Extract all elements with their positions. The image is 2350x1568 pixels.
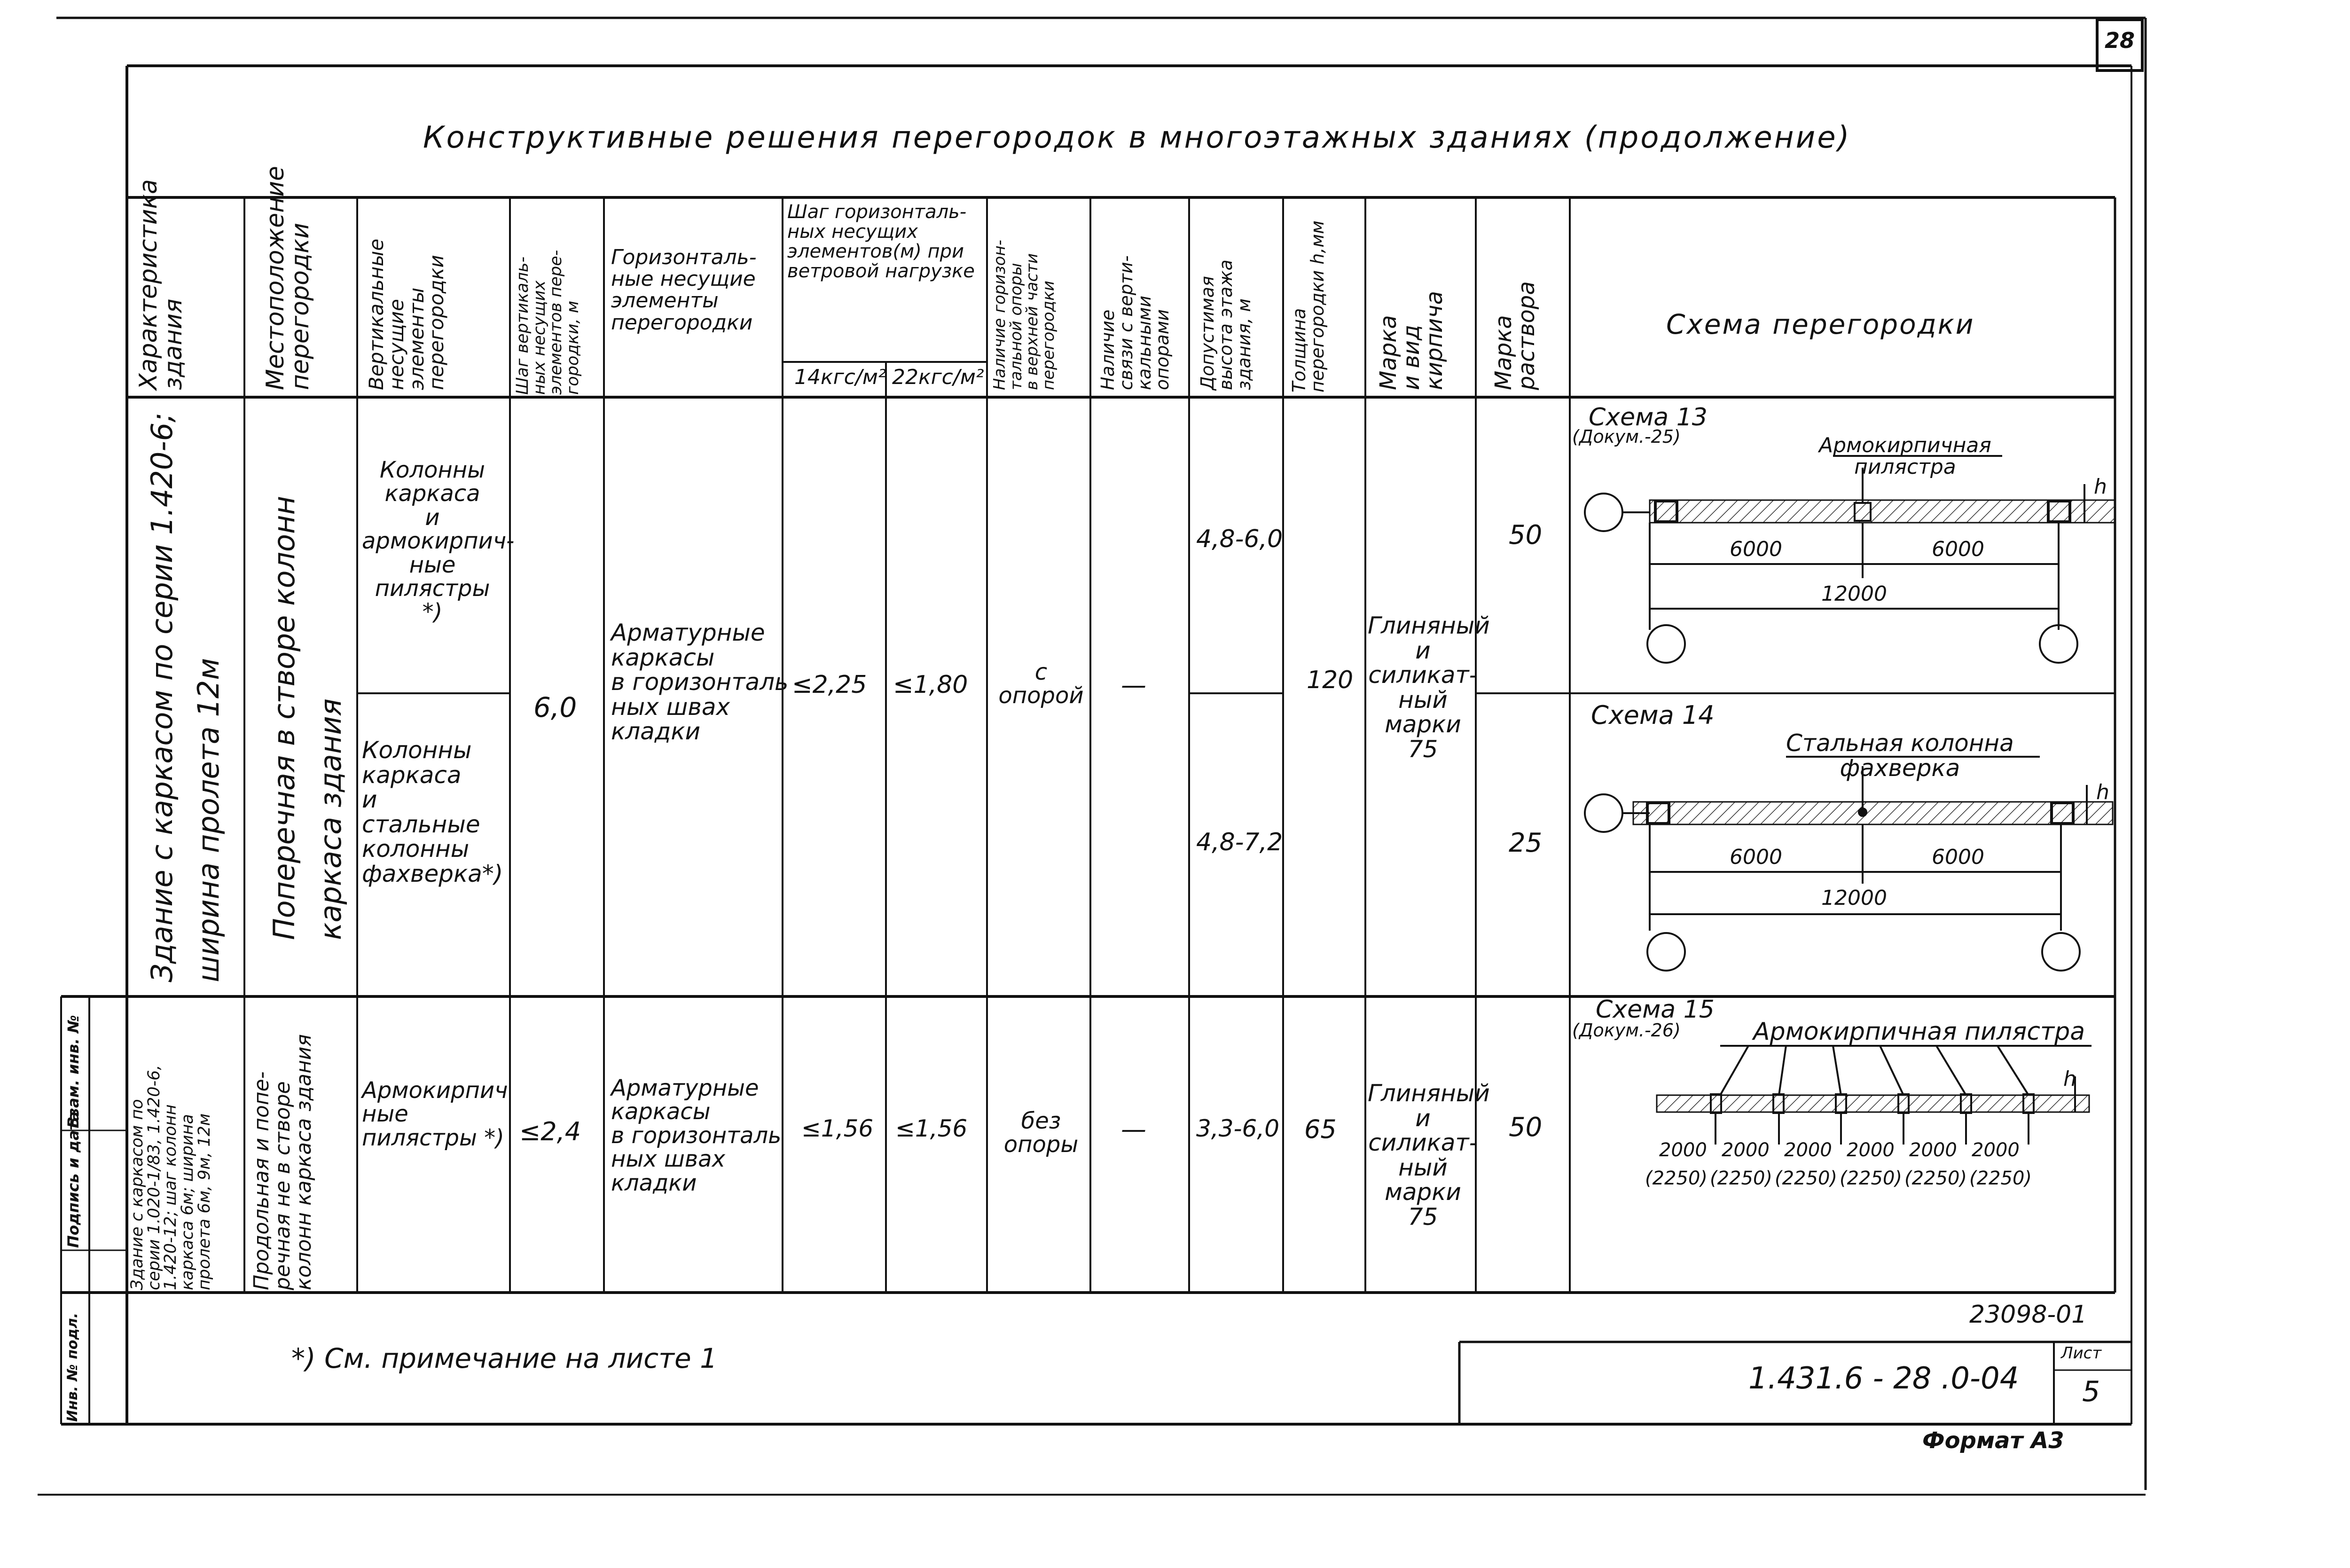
- row2-brick: Глиняный и силикат- ный марки 75: [1368, 1080, 1490, 1231]
- sheet-number: 5: [2082, 1375, 2100, 1408]
- scheme-13-dim-right: 6000: [1932, 537, 1984, 561]
- row2-height: 3,3-6,0: [1196, 1115, 1280, 1142]
- header-mortar: Марка раствора: [1490, 281, 1540, 390]
- scheme-13-dim-left: 6000: [1730, 537, 1782, 561]
- scheme-15-dim-6: 2000: [1972, 1139, 2020, 1161]
- row1-brick: Глиняный и силикат- ный марки 75: [1368, 612, 1490, 763]
- document-number: 23098-01: [1969, 1301, 2087, 1329]
- row1-vertical-a: Колонны каркаса и армокирпич- ные пилястры *): [362, 457, 515, 626]
- scheme-15-dim-3: 2000: [1784, 1139, 1832, 1161]
- row2-wind-14: ≤1,56: [801, 1115, 874, 1142]
- scheme-13-h-label: h: [2094, 475, 2107, 499]
- row2-vertical: Армокирпич ные пилястры *): [362, 1077, 508, 1151]
- format-label: Формат А3: [1922, 1427, 2064, 1454]
- row2-building: Здание с каркасом по серии 1.020-1/83, 1.420-6, 1.420-12; шаг колонн каркаса 6м; ширина пролета 6м, 9м, 12м: [128, 1065, 214, 1290]
- header-brick: Марка и вид кирпича: [1375, 290, 1448, 390]
- page-number: 28: [2105, 28, 2135, 53]
- scheme-15-alt-4: (2250): [1840, 1168, 1903, 1189]
- row1-horizontal: Арматурные каркасы в горизонталь ных швах кладки: [611, 619, 789, 745]
- scheme-14-h-label: h: [2096, 780, 2109, 804]
- row2-support: без опоры: [1003, 1108, 1079, 1158]
- scheme-15-alt-2: (2250): [1710, 1168, 1773, 1189]
- row1-wind-14: ≤2,25: [792, 671, 867, 699]
- row1-wind-22: ≤1,80: [893, 671, 968, 699]
- header-thickness: Толщина перегородки h,мм: [1289, 220, 1328, 392]
- header-floor-height: Допустимая высота этажа здания, м: [1197, 259, 1254, 390]
- scheme-14-dim-left: 6000: [1730, 845, 1782, 869]
- row1-location: Поперечная в створе колонн каркаса здания: [267, 495, 348, 940]
- scheme-15-dim-2: 2000: [1722, 1139, 1770, 1161]
- row1-link: —: [1121, 670, 1146, 700]
- header-building: Характеристика здания: [134, 179, 188, 390]
- row2-wind-22: ≤1,56: [895, 1115, 968, 1142]
- scheme-13-drawing: [1585, 456, 2115, 663]
- scheme-14-dim-right: 6000: [1932, 845, 1984, 869]
- scheme-15-dims: [1645, 1139, 2032, 1189]
- header-vertical-link: Наличие связи с верти- кальными опорами: [1097, 255, 1173, 390]
- header-wind-step: Шаг горизонталь- ных несущих элементов(м) при ветровой нагрузке: [787, 201, 975, 282]
- row1-thickness: 120: [1307, 666, 1354, 694]
- stamp-inventory-no: Инв. № подл.: [64, 1312, 81, 1422]
- scheme-14-label: Стальная колонна фахверка: [1786, 729, 2014, 782]
- row2-mortar: 50: [1509, 1112, 1543, 1143]
- scheme-13-doc: (Докум.-25): [1572, 426, 1681, 447]
- row1-building: Здание с каркасом по серии 1.420-6; ширина пролета 12м: [145, 412, 226, 982]
- scheme-13-title: Схема 13: [1589, 403, 1708, 431]
- scheme-15-h-label: h: [2063, 1067, 2076, 1091]
- document-code: 1.431.6 - 28 .0-04: [1748, 1361, 2019, 1396]
- row2-location: Продольная и попе- речная не в створе колонн каркаса здания: [250, 1034, 316, 1290]
- scheme-15-alt-5: (2250): [1904, 1168, 1967, 1189]
- scheme-15-drawing: [1657, 1046, 2092, 1145]
- scheme-15-alt-6: (2250): [1969, 1168, 2032, 1189]
- scheme-13-label: Армокирпичная пилястра: [1819, 433, 1991, 479]
- scheme-15-title: Схема 15: [1596, 996, 1715, 1024]
- footnote: *) См. примечание на листе 1: [291, 1342, 717, 1374]
- stamp-replacement-no: Взам. инв. №: [64, 1015, 82, 1128]
- scheme-14-dim-total: 12000: [1821, 886, 1887, 910]
- header-wind-22: 22кгс/м²: [892, 365, 984, 389]
- row2-link: —: [1121, 1114, 1146, 1144]
- scheme-14-drawing: [1585, 757, 2113, 971]
- scheme-15-dim-4: 2000: [1847, 1139, 1895, 1161]
- scheme-15-doc: (Докум.-26): [1572, 1020, 1681, 1041]
- scheme-14-title: Схема 14: [1591, 700, 1715, 730]
- header-scheme: Схема перегородки: [1666, 308, 1975, 340]
- header-horizontal-elements: Горизонталь- ные несущие элементы перегородки: [611, 245, 757, 335]
- row1-mortar-a: 50: [1509, 520, 1543, 550]
- header-vertical-step: Шаг вертикаль- ных несущих элементов пере- городки, м: [513, 250, 583, 395]
- header-horizontal-support: Наличие горизон- тальной опоры в верхней части перегородки: [990, 240, 1058, 390]
- row1-height-a: 4,8-6,0: [1196, 525, 1283, 553]
- scheme-15-alt-3: (2250): [1775, 1168, 1838, 1189]
- row1-step: 6,0: [533, 691, 577, 723]
- sheet-label: Лист: [2061, 1344, 2102, 1363]
- row2-step: ≤2,4: [519, 1117, 581, 1146]
- header-wind-14: 14кгс/м²: [794, 365, 886, 389]
- row2-thickness: 65: [1304, 1114, 1337, 1144]
- scheme-15-dim-5: 2000: [1909, 1139, 1957, 1161]
- row1-vertical-b: Колонны каркаса и стальные колонны фахверка*): [362, 737, 503, 887]
- header-vertical-elements: Вертикальные несущие элементы перегородки: [365, 238, 448, 390]
- row1-mortar-b: 25: [1509, 828, 1543, 858]
- scheme-15-dim-1: 2000: [1659, 1139, 1707, 1161]
- page-title: Конструктивные решения перегородок в многоэтажных зданиях (продолжение): [423, 120, 1851, 155]
- row1-support: с опорой: [998, 659, 1084, 709]
- scheme-13-dim-total: 12000: [1821, 582, 1887, 606]
- scheme-15-label: Армокирпичная пилястра: [1753, 1018, 2085, 1046]
- row1-height-b: 4,8-7,2: [1196, 828, 1283, 856]
- scheme-15-alt-1: (2250): [1645, 1168, 1708, 1189]
- header-location: Местоположение перегородки: [261, 165, 315, 390]
- stamp-signature-date: Подпись и дата: [64, 1111, 82, 1248]
- row2-horizontal: Арматурные каркасы в горизонталь ных швах кладки: [611, 1075, 782, 1196]
